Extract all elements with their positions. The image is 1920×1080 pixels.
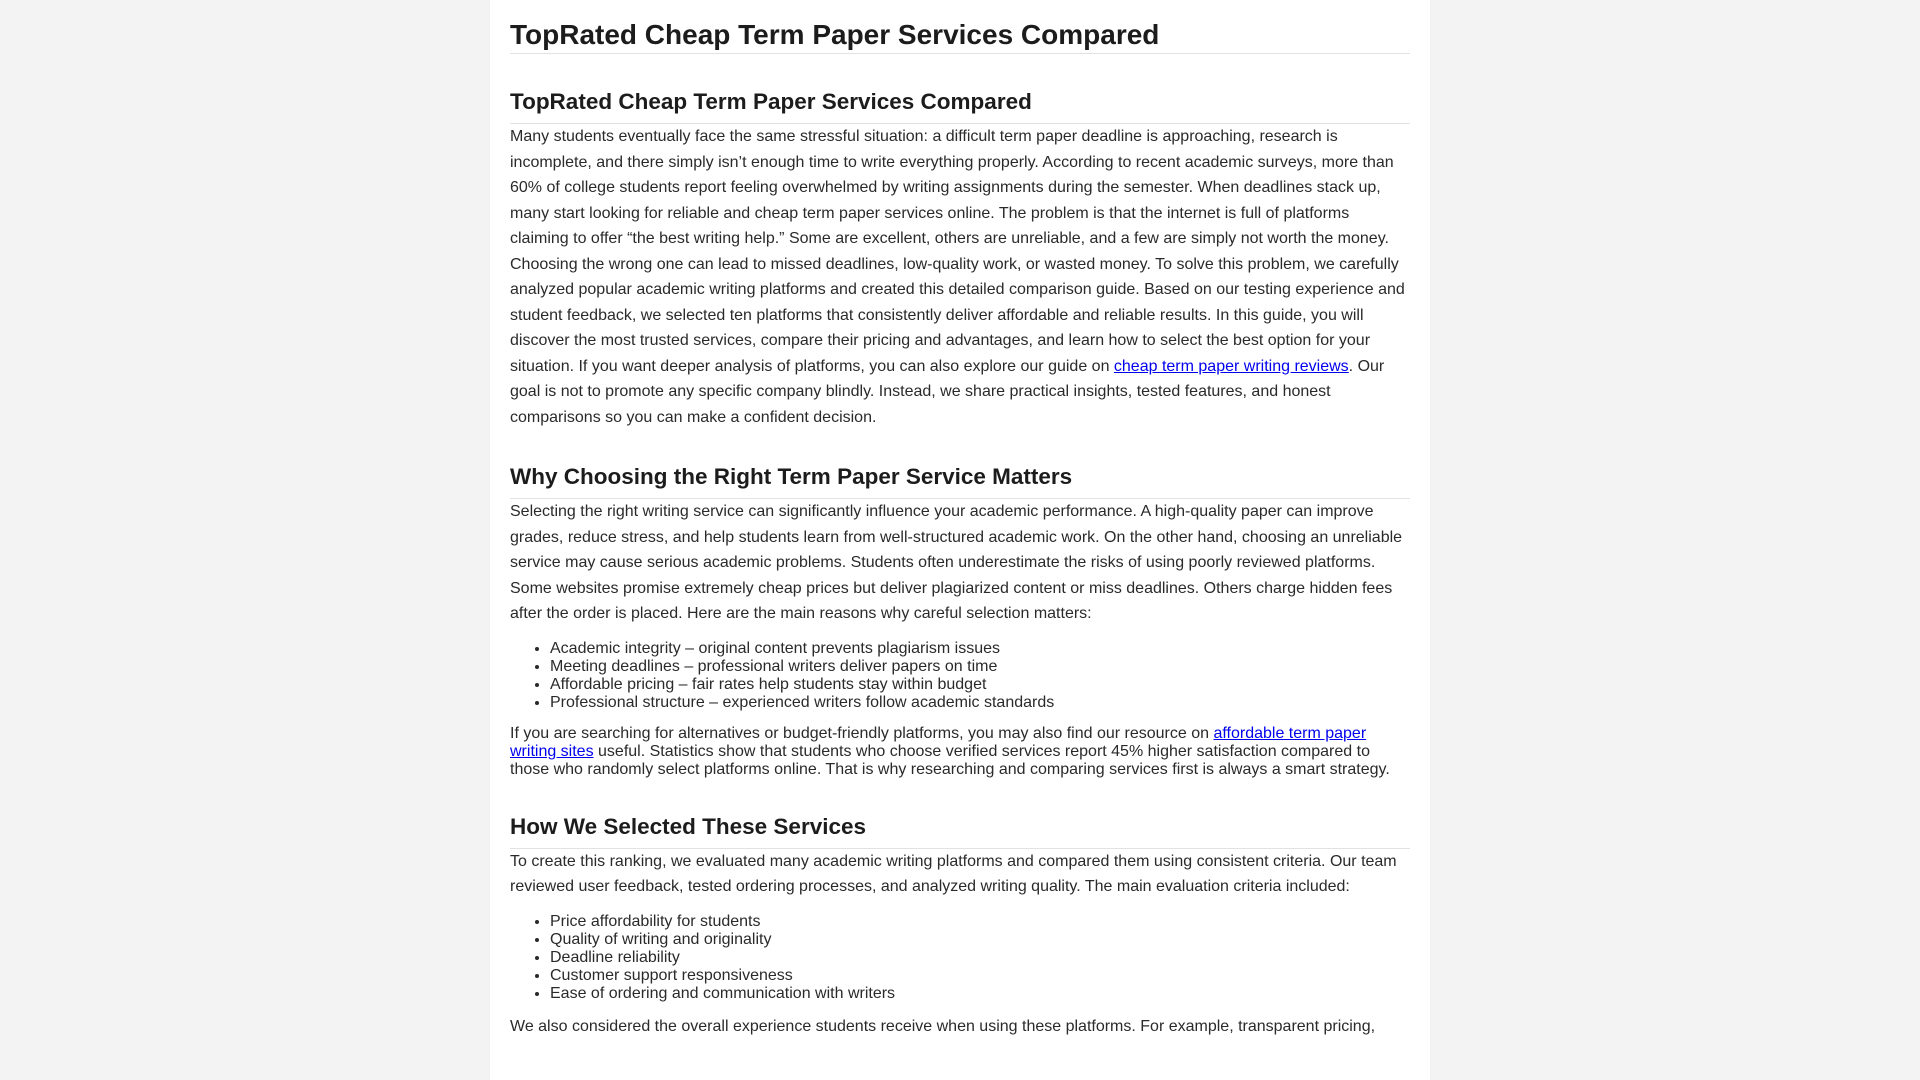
section-heading-why: Why Choosing the Right Term Paper Service Matters xyxy=(510,462,1410,499)
alternatives-text-after-link: useful. Statistics show that students who choose verified services report 45% higher satisfaction compared to those who randomly select platforms online. That is why researching and comparing services first is always a smart strategy. xyxy=(510,742,1390,778)
list-item: • Professional structure – experienced writers follow academic standards xyxy=(550,694,1410,712)
cheap-term-paper-reviews-link[interactable]: cheap term paper writing reviews xyxy=(1113,357,1349,375)
alternatives-paragraph xyxy=(510,725,1410,779)
intro-paragraph xyxy=(510,124,1410,430)
why-paragraph: Selecting the right writing service can significantly influence your academic performance. A high-quality paper can improve grades, reduce stress, and help students learn from well-structured academic work. On the other hand, choosing an unreliable service may cause serious academic problems. Students often underestimate the risks of using poorly reviewed platforms. Some websites promise extremely cheap prices but deliver plagiarized content or miss deadlines. Others charge hidden fees after the order is placed. Here are the main reasons why careful selection matters: xyxy=(510,503,1403,622)
section-heading-intro: TopRated Cheap Term Paper Services Compared xyxy=(510,87,1410,124)
list-item: • Customer support responsiveness xyxy=(550,967,1410,985)
list-item: • Ease of ordering and communication with writers xyxy=(550,985,1410,1003)
list-item: • Academic integrity – original content prevents plagiarism issues xyxy=(550,640,1410,658)
list-item: • Affordable pricing – fair rates help students stay within budget xyxy=(550,676,1410,694)
criteria-list xyxy=(510,913,1410,1003)
intro-text-before-link: Many students eventually face the same stressful situation: a difficult term paper deadline is approaching, research is incomplete, and there simply isn’t enough time to write everything properly. According to recent academic surveys, more than 60% of college students report feeling overwhelmed by writing assignments during the semester. When deadlines stack up, many start looking for reliable and cheap term paper services online. The problem is that the internet is full of platforms claiming to offer “the best writing help.” Some are excellent, others are unreliable, and a few are simply not worth the money. Choosing the wrong one can lead to missed deadlines, low-quality work, or wasted money. To solve this problem, we carefully analyzed popular academic writing platforms and created this detailed comparison guide. Based on our testing experience and student feedback, we selected ten platforms that consistently deliver affordable and reliable results. In this guide, you will discover the most trusted services, compare their pricing and advantages, and learn how to select the best option for your situation. If you want deeper analysis of platforms, you can also explore our guide on xyxy=(510,128,1405,375)
experience-paragraph: We also considered the overall experience students receive when using these platforms. For example, transparent pricing, xyxy=(510,1017,1376,1035)
reasons-list xyxy=(510,640,1410,712)
selection-paragraph: To create this ranking, we evaluated many academic writing platforms and compared them using consistent criteria. Our team reviewed user feedback, tested ordering processes, and analyzed writing quality. The main evaluation criteria included: xyxy=(510,852,1397,895)
page-title: TopRated Cheap Term Paper Services Compared xyxy=(510,18,1410,54)
list-item: • Meeting deadlines – professional writers deliver papers on time xyxy=(550,658,1410,676)
list-item: • Price affordability for students xyxy=(550,913,1410,931)
list-item: • Quality of writing and originality xyxy=(550,931,1410,949)
section-heading-selection: How We Selected These Services xyxy=(510,812,1410,849)
list-item: • Deadline reliability xyxy=(550,949,1410,967)
article-page xyxy=(490,0,1430,1080)
intro-text-after-link: . Our goal is not to promote any specific company blindly. Instead, we share practical insights, tested features, and honest comparisons so you can make a confident decision. xyxy=(510,357,1385,426)
alternatives-text-before-link: If you are searching for alternatives or budget-friendly platforms, you may also find our resource on xyxy=(510,724,1214,742)
affordable-term-paper-sites-link[interactable]: affordable term paper writing sites xyxy=(510,724,1367,760)
